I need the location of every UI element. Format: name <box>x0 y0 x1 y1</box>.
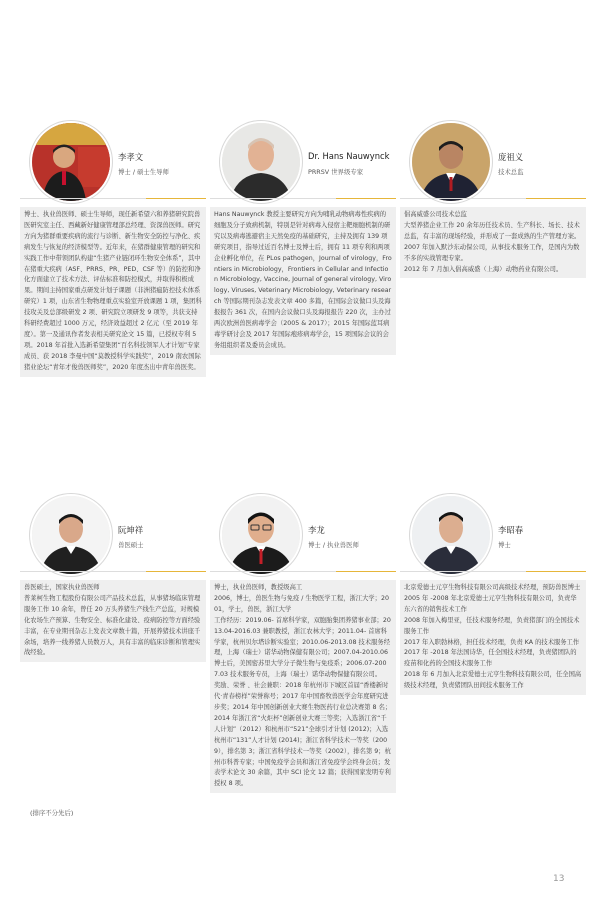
portrait-photo <box>410 494 492 576</box>
bio-paragraph: 倡高威盛公司技术总监 <box>404 211 467 218</box>
bio-paragraph: 工作经历：2019.06- 首席科学家，双胞胎集团养猪事业部；2013.04-2016.03 兼职教授，浙江农林大学；2011.04- 首席科学家，杭州贝尔塔诊断实验室；2010.06-2013.08 技术服务经理，上海（瑞士）诺华动物保健有限公司；2007.04-2010.06 博士后，美国密苏里大学分子微生物与免疫系；2006.07-2007.03 技术服务专员，上海（瑞士）诺华动物保健有限公司。 <box>214 616 391 679</box>
bio-paragraph: 2018 年 6 月加入北京爱德士元亨生物科技有限公司，任全国高级技术经理，负责猪团队田间技术服务工作 <box>404 671 582 690</box>
profile-title: PRRSV 世界级专家 <box>308 168 364 176</box>
ordering-note: (排序不分先后) <box>30 809 74 817</box>
profile-title: 博士 / 硕士生导师 <box>118 168 169 176</box>
bio-paragraph: 博士，执业兽医师，教授级高工 <box>214 584 303 591</box>
profile-bio <box>210 580 396 793</box>
portrait-photo <box>220 494 302 576</box>
bio-paragraph: 2006，博士，兽医生物与免疫 / 生物医学工程，浙江大学；2001，学士，兽医，浙江大学 <box>214 594 389 613</box>
bio-paragraph: 大型养猪企业工作 20 余年历任技术员、生产科长、场长、技术总监，有丰富的现场经验，并形成了一套成熟的生产管理方案。 <box>404 221 581 240</box>
bio-paragraph: 北京爱德士元亨生物科技有限公司高级技术经理，预防兽医博士 <box>404 584 581 591</box>
divider <box>210 571 396 572</box>
page-number: 13 <box>553 874 565 884</box>
profile-name: 李昭春 <box>498 525 524 535</box>
profile-title: 博士 / 执业兽医师 <box>308 541 359 549</box>
bio-paragraph: 兽医硕士，国家执业兽医师 <box>24 584 100 591</box>
profile-bio <box>400 580 586 695</box>
portrait-photo <box>30 494 112 576</box>
bio-paragraph: 2005 年 -2008 年北京爱德士元亨生物科技有限公司，负责华东六省的销售技术工作 <box>404 594 577 613</box>
bio-paragraph: Hans Nauwynck 教授主要研究方向为哺乳动物病毒性疾病的细胞及分子致病机制，特别是针对病毒入侵宿主靶细胞机制的研究以及病毒逃避宿主天然免疫的基础研究，主持及拥有 139 项研究项目，指导过近百名博士及博士后，拥有 11 项专利和两项企业孵化单位，在 PLos pathogen，Journal of virology，Frontiers in Microbiology，Frontiers in Cellular and Infection Microbiology, Vaccine, Journal of general virology, Virology, Viruses, Veterinary Microbiology, Veterinary research 等国际期刊杂志发表文章 400 多篇，在国际会议做口头及海报报告 361 次，在国内会议做口头及海报报告 220 次，主办过两次欧洲兽医病毒学会（2005 & 2017）；2015 年国际蓝耳病毒学研讨会及 2017 年国际疱疹病毒学会，15 项国际会议的会务组组织者及委员会成员。 <box>214 211 392 349</box>
divider <box>20 571 206 572</box>
profile-name: 李孝文 <box>118 152 144 162</box>
portrait-photo <box>30 121 112 203</box>
bio-paragraph: 博士、执业兽医师、硕士生导师，现任新希望六和养猪研究院兽医研究室主任、西藏新好健康管理部总经理、资深兽医师。研究方向为猪群重要疾病的流行与诊断、新生物安全防控与净化、疾病发生与恢复的经济模型等。近年来，在猪群健康管理的研究和实践工作中带领团队构建“生猪产业链闭环生物安全体系”，其中在猪重大疾病（ASF、PRRS、PR、PED、CSF 等）的防控和净化方面建立了技术方法、评估标准和防控模式，并取得积极成果。期间主持国家重点研发计划子课题（非洲猪瘟防控技术体系研究）1 项，山东省生物物理重点实验室开放课题 1 项，集团科技攻关及总部级研发 2 项、研究院立项研发 9 项等，共获支持科研经费超过 1000 万元，经济效益超过 2 亿元（至 2019 年度）。第一及通讯作者发表相关研究论文 15 篇，已授权专利 5 项。2018 年首批入选新希望集团“百名科技领军人才计划”专家成员、获 2018 李曼中国“莫教授科学实践奖”，2019 南农国际猪业论坛“青年才俊兽医师奖”，2020 年度杰出中青年兽医奖。 <box>24 211 202 371</box>
profile-bio <box>210 207 396 355</box>
bio-paragraph: 普莱柯生物工程股份有限公司产品技术总监，从事猪场临床管理服务工作 10 余年，曾任 20 万头养猪生产线生产总监，对规模化农场生产预算、生物安全、标准化建设、疫病防控等方面经验丰富，在专业期刊杂志上发表文章数十篇，开展养猪技术讲座千余场，培养一线养猪人员数万人，具有丰富的临床诊断和管理实战经验。 <box>24 594 201 657</box>
bio-paragraph: 2008 年加入梅里亚，任技术服务经理，负责猪部门的全国技术服务工作 <box>404 616 580 635</box>
profile-bio <box>400 207 586 278</box>
divider <box>20 198 206 199</box>
bio-paragraph: 2017 年入职勃林格，担任技术经理，负责 KA 的技术服务工作 <box>404 638 580 646</box>
divider <box>400 571 586 572</box>
portrait-photo <box>410 121 492 203</box>
portrait-photo <box>220 121 302 203</box>
profile-title: 博士 <box>498 541 511 549</box>
profile-title: 技术总监 <box>498 168 524 176</box>
bio-paragraph: 2007 年加入默沙东动保公司，从事技术服务工作，是国内为数不多的实战管理专家。 <box>404 243 580 262</box>
bio-paragraph: 奖励、荣誉 、社会兼职：2018 年杭州市下城区首届“香楼新时代·青春榜样”荣誉称号；2017 年中国畜牧兽医学会年度研究进步奖；2014 年中国创新创业大赛生物医药行业总决赛第 8 名；2014 年浙江省“火炬杯”创新创业大赛三等奖；入选浙江省“千人计划”（2012）和杭州市“521”全球引才计划 (2012)；入选杭州市“131”人才计划 (2014)；浙江省科学技术一等奖（2009），排名第 3；浙江省科学技术一等奖（2002），排名第 9；杭州市科普专家；中国免疫学会员和浙江省免疫学会终身会员；发表学术论文 30 余篇，其中 SCI 论文 12 篇；获得国家发明专利授权 8 项。 <box>214 682 392 788</box>
profile-bio <box>20 207 206 377</box>
profile-bio <box>20 580 206 662</box>
profile-name: Dr. Hans Nauwynck <box>308 151 390 161</box>
bio-paragraph: 2012 年 7 月加入倡高威盛（上海）动物药业有限公司。 <box>404 265 563 273</box>
profile-title: 兽医硕士 <box>118 541 144 549</box>
divider <box>210 198 396 199</box>
profile-name: 庞祖义 <box>498 152 524 162</box>
profile-name: 阮坤祥 <box>118 525 144 535</box>
divider <box>400 198 586 199</box>
bio-paragraph: 2017 年 -2018 年法国诗华，任全国技术经理，负责猪团队的疫苗和化药的全国技术服务工作 <box>404 649 577 668</box>
profile-name: 李龙 <box>308 525 325 535</box>
